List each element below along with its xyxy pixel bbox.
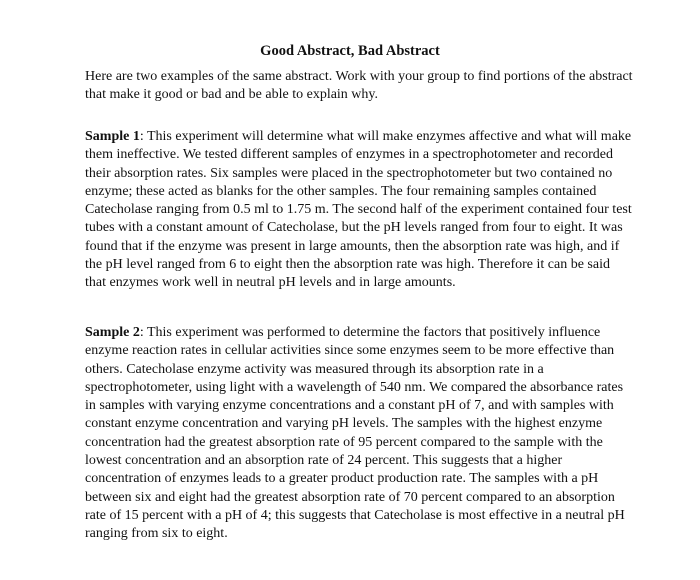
intro-paragraph: Here are two examples of the same abstract. Work with your group to find portions of the abstract that make it good or bad and be able to explain why. xyxy=(85,69,633,102)
sample-2-paragraph xyxy=(85,324,633,544)
sample-2-text: : This experiment was performed to determine the factors that positively influence enzyme reaction rates in cellular activities since some enzymes seem to be more effective than others. Catecholase enzyme activity was measured through its absorption rate in a spectrophotometer, using light with a wavelength of 540 nm. We compared the absorbance rates in samples with varying enzyme concentrations and a constant pH of 7, and with samples with constant enzyme concentration and varying pH levels. The samples with the highest enzyme concentration had the greatest absorption rate of 95 percent compared to the sample with the lowest concentration and an absorption rate of 24 percent. This suggests that a higher concentration of enzymes leads to a greater product production rate. The samples with a pH between six and eight had the greatest absorption rate of 70 percent compared to an absorption rate of 15 percent with a pH of 4; this suggests that Catecholase is most effective in a neutral pH ranging from six to eight. xyxy=(85,325,625,542)
sample-1-paragraph xyxy=(85,128,633,293)
sample-2-label: Sample 2 xyxy=(85,325,140,340)
sample-1-label: Sample 1 xyxy=(85,129,140,144)
document-title: Good Abstract, Bad Abstract xyxy=(260,43,440,59)
sample-1-text: : This experiment will determine what will make enzymes affective and what will make them ineffective. We tested different samples of enzymes in a spectrophotometer and recorded their absorption rates. Six samples were placed in the spectrophotometer but two contained no enzyme; these acted as blanks for the other samples. The four remaining samples contained Catecholase ranging from 0.5 ml to 1.75 m. The second half of the experiment contained four test tubes with a constant amount of Catecholase, but the pH levels ranged from four to eight. It was found that if the enzyme was present in large amounts, then the absorption rate was high, and if the pH level ranged from 6 to eight then the absorption rate was high. Therefore it can be said that enzymes work well in neutral pH levels and in large amounts. xyxy=(85,129,632,291)
